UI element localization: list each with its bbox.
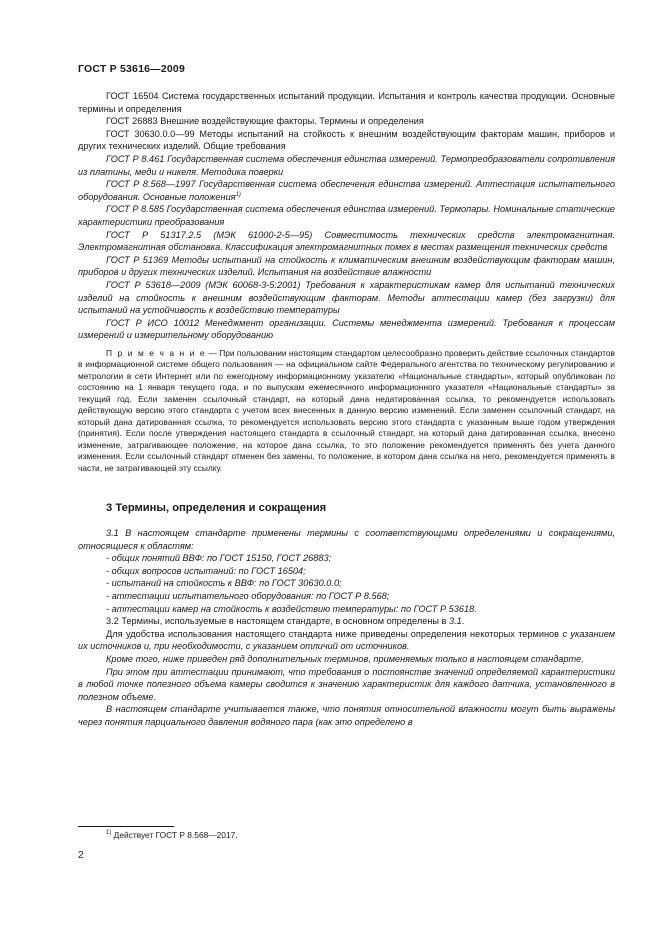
reference-item <box>78 115 615 128</box>
list-item: - аттестации камер на стойкость к воздействию температуры: по ГОСТ Р 53618. <box>106 603 477 614</box>
reference-item <box>78 153 615 178</box>
convenience-text: Для удобства использования настоящего стандарта ниже приведены определения некоторых терминов <box>106 628 563 639</box>
reference-text: ГОСТ 16504 Система государственных испытаний продукции. Испытания и контроль качества продукции. Основные термины и определения <box>78 91 615 114</box>
clause-3-1: 3.1 В настоящем стандарте применены термины с соответствующими определениями и сокращениями, относящиеся к областям: <box>78 527 615 551</box>
document-code: ГОСТ Р 53616—2009 <box>78 63 186 75</box>
reference-text: ГОСТ Р 53618—2009 (МЭК 60068-3-5:2001) Требования к характеристикам камер для испытаний технических изделий на стойкость к внешним воздействующим факторам. Методы аттестации камер (без загрузки) для испытаний на устойчивость к воздействию температуры <box>78 279 615 316</box>
list-item: - общих понятий ВВФ: по ГОСТ 15150, ГОСТ 26883; <box>106 553 332 564</box>
convenience-paragraph <box>78 628 615 653</box>
reference-text: ГОСТ 26883 Внешние воздействующие факторы. Термины и определения <box>106 116 424 127</box>
convenience-italic: с указанием их источников и, при необходимости, с указанием отличий от источников. <box>78 628 616 652</box>
humidity-paragraph: В настоящем стандарте учитывается также, что понятия относительной влажности могут быть выражены через понятия парциального давления водяного пара (как это определено в <box>78 704 615 727</box>
attestation-paragraph: При этом при аттестации принимают, что требования о постоянстве значений определяемой характеристики в любой точке полезного объема камеры сводится к значению характеристик для каждого датчика, установленного в полезном объеме. <box>78 666 615 702</box>
page-number: 2 <box>78 850 84 861</box>
list-item: - испытаний на стойкость к ВВФ: по ГОСТ 30630.0.0; <box>106 578 342 589</box>
reference-item <box>78 279 615 317</box>
reference-text: ГОСТ Р 8.568—1997 Государственная система обеспечения единства измерений. Аттестация испытательного оборудования. Основные положения <box>78 179 615 202</box>
reference-text: ГОСТ 30630.0.0—99 Методы испытаний на стойкость к внешним воздействующим факторам машин, приборов и других технических изделий. Общие требования <box>78 128 615 152</box>
reference-text: ГОСТ Р 8.585 Государственная система обеспечения единства измерений. Термопары. Номинальные статические характеристики преобразования <box>78 204 615 227</box>
list-item: - аттестации испытательного оборудования: по ГОСТ Р 8.568; <box>106 590 390 601</box>
page-content <box>78 90 615 728</box>
reference-text: ГОСТ Р 51317.2.5 (МЭК 61000-2-5—95) Совместимость технических средств электромагнитная. Электромагнитная обстановка. Классификация электромагнитных помех в местах размещения технических средств <box>78 229 615 253</box>
clause-3-2-ref: 3.1 <box>449 616 462 627</box>
reference-text: ГОСТ Р 51369 Методы испытаний на стойкость к климатическим внешним воздействующим факторам машин, приборов и других технических изделий. Испытания на воздействие влажности <box>78 254 615 278</box>
section-3-title: 3 Термины, определения и сокращения <box>106 502 327 515</box>
list-item: - общих вопросов испытаний: по ГОСТ 16504; <box>106 565 306 576</box>
note-label: П р и м е ч а н и е <box>106 347 207 358</box>
clause-3-2-end: . <box>461 616 465 627</box>
reference-item <box>78 254 615 279</box>
footnote-text: Действует ГОСТ Р 8.568—2017. <box>113 830 238 840</box>
reference-item <box>78 178 615 203</box>
clause-3-2 <box>78 615 615 628</box>
normative-references <box>78 90 615 342</box>
note-paragraph <box>78 348 615 475</box>
footnote <box>106 830 238 840</box>
note-text: — При пользовании настоящим стандартом целесообразно проверить действие ссылочных стандартов в информационной системе общего пользования — на официальном сайте Федерального агентства по техническому регулированию и метрологии в сети Интернет или по ежегодному информационному указателю «Национальные стандарты», который опубликован по состоянию на 1 января текущего года, и по выпускам ежемесячного информационного указателя «Национальные стандарты» за текущий год. Если заменен ссылочный стандарт, на который дана недатированная ссылка, то рекомендуется использовать действующую версию этого стандарта с учетом всех внесенных в данную версию изменений. Если заменен ссылочный стандарт, на который дана датированная ссылка, то рекомендуется использовать версию этого стандарта с указанным выше годом утверждения (принятия). Если после утверждения настоящего стандарта в ссылочный стандарт, на который дана датированная ссылка, внесено изменение, затрагивающее положение, на которое дана ссылка, то это положение рекомендуется применять без учета данного изменения. Если ссылочный стандарт отменен без замены, то положение, в котором дана ссылка на него, рекомендуется применять в части, не затрагивающей эту ссылку. <box>78 347 615 473</box>
additional-terms-paragraph: Кроме того, ниже приведен ряд дополнительных терминов, применяемых только в настоящем стандарте. <box>106 653 584 664</box>
footnote-ref-mark: 1) <box>235 191 241 198</box>
clause-3-1-list <box>78 552 615 615</box>
reference-item <box>78 317 615 342</box>
footnote-mark: 1) <box>106 830 112 836</box>
reference-item <box>78 90 615 115</box>
reference-item <box>78 229 615 254</box>
footnote-separator <box>78 826 174 827</box>
reference-text: ГОСТ Р 8.461 Государственная система обеспечения единства измерений. Термопреобразователи сопротивления из платины, меди и никеля. Методика поверки <box>78 153 615 177</box>
reference-item <box>78 203 615 228</box>
clause-3-2-text: 3.2 Термины, используемые в настоящем стандарте, в основном определены в <box>106 616 449 627</box>
reference-item <box>78 128 615 153</box>
reference-text: ГОСТ Р ИСО 10012 Менеджмент организации. Системы менеджмента измерений. Требования к процессам измерений и измерительному оборудованию <box>78 317 615 341</box>
